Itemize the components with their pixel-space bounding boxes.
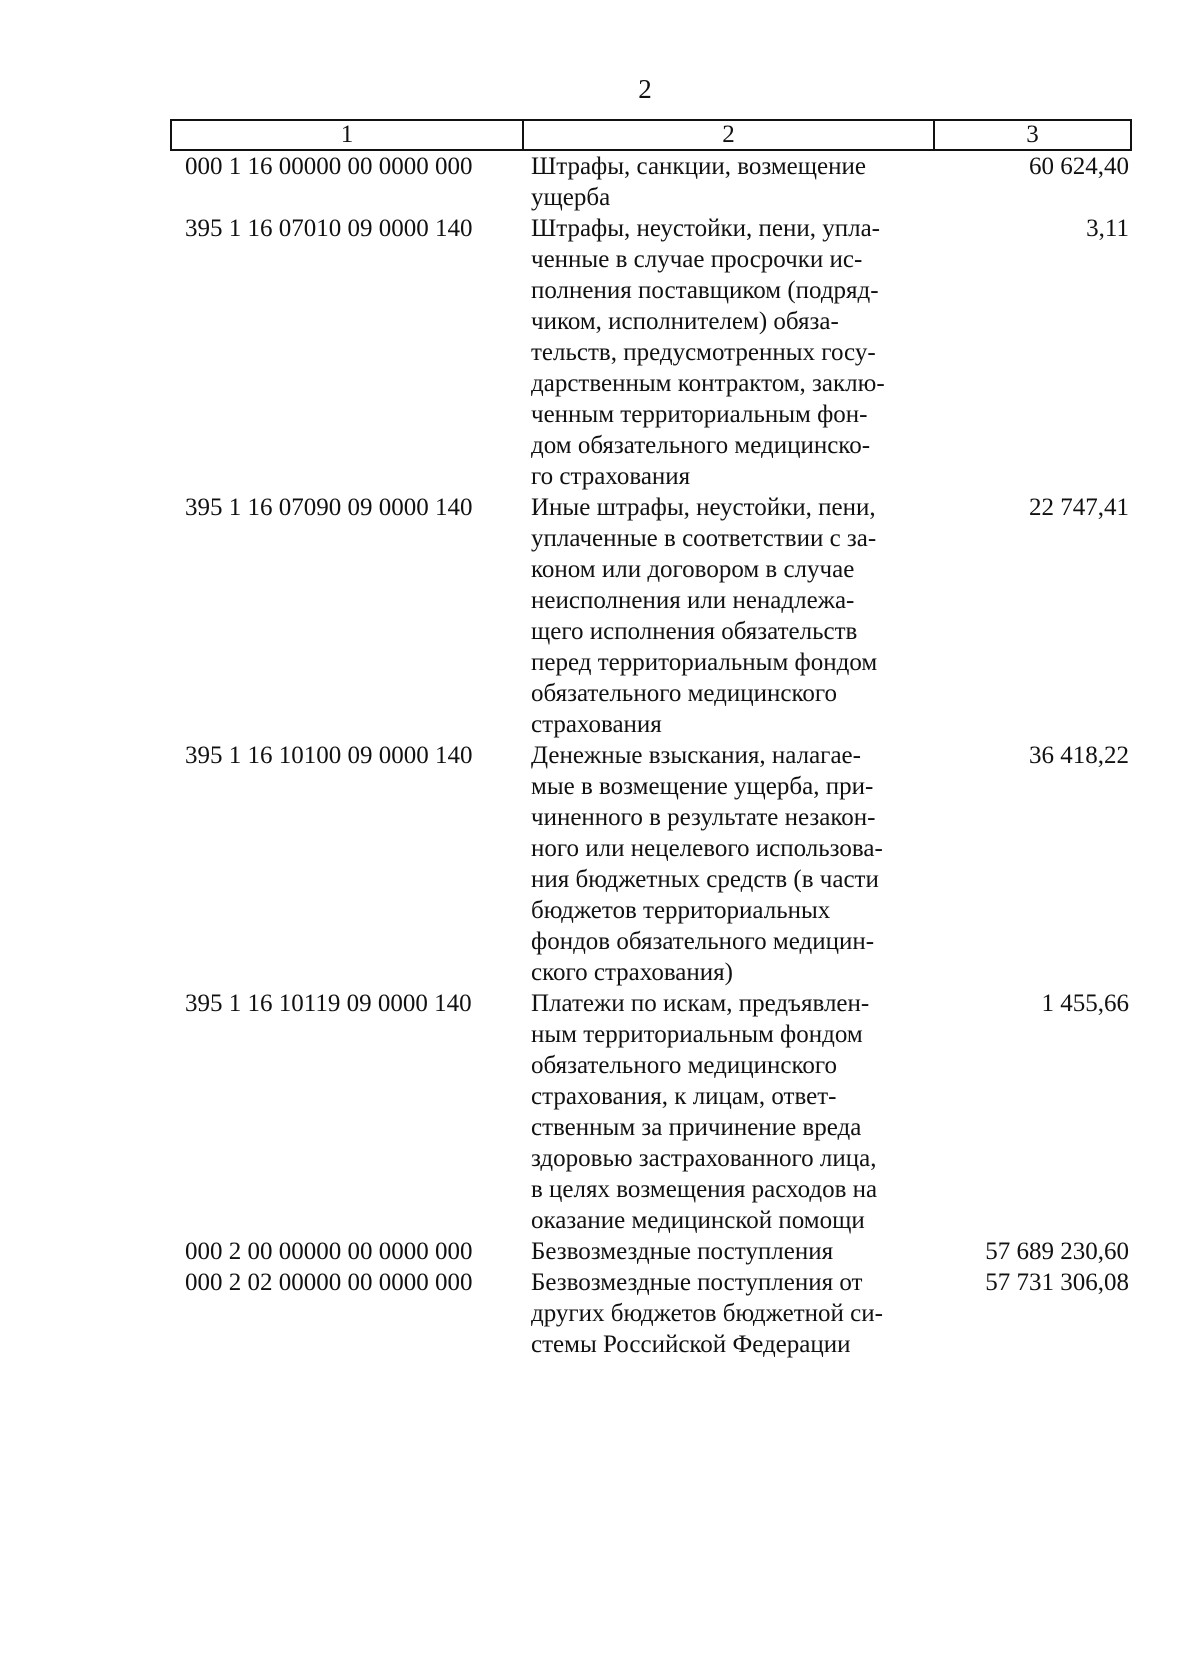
row-name-line: ного или нецелевого использова- — [531, 835, 883, 862]
table-row — [171, 1236, 1131, 1267]
table-row — [171, 988, 1131, 1236]
row-code: 395 1 16 10119 09 0000 140 — [185, 990, 472, 1017]
row-amount: 57 689 230,60 — [985, 1238, 1129, 1265]
row-name-line: Денежные взыскания, налагае- — [531, 742, 861, 769]
row-name-line: ния бюджетных средств (в части — [531, 866, 879, 893]
table-row — [171, 1267, 1131, 1360]
row-name-line: коном или договором в случае — [531, 556, 855, 583]
row-name-line: чиком, исполнителем) обяза- — [531, 308, 839, 335]
row-name-line: бюджетов территориальных — [531, 897, 831, 924]
revenue-table — [170, 119, 1132, 1360]
row-name-line: перед территориальным фондом — [531, 649, 878, 676]
row-name — [523, 213, 934, 492]
row-name-line: стемы Российской Федерации — [531, 1331, 851, 1358]
page-number: 2 — [638, 74, 652, 104]
table-row — [171, 740, 1131, 988]
row-name-line: здоровью застрахованного лица, — [531, 1145, 877, 1172]
row-name — [523, 740, 934, 988]
row-code: 000 2 02 00000 00 0000 000 — [185, 1269, 473, 1296]
row-code: 395 1 16 07010 09 0000 140 — [185, 215, 473, 242]
row-name-line: чиненного в результате незакон- — [531, 804, 876, 831]
row-name-line: тельств, предусмотренных госу- — [531, 339, 876, 366]
table-body — [171, 150, 1131, 1360]
row-name-line: ченным территориальным фон- — [531, 401, 868, 428]
row-name-line: страхования, к лицам, ответ- — [531, 1083, 837, 1110]
row-amount: 57 731 306,08 — [985, 1269, 1129, 1296]
row-name-line: неисполнения или ненадлежа- — [531, 587, 855, 614]
row-amount: 3,11 — [1086, 215, 1129, 242]
column-header-code: 1 — [171, 120, 523, 150]
table-header — [171, 120, 1131, 150]
row-name-line: ского страхования) — [531, 959, 733, 986]
table-row — [171, 492, 1131, 740]
row-name-line: Платежи по искам, предъявлен- — [531, 990, 870, 1017]
row-code: 395 1 16 10100 09 0000 140 — [185, 742, 473, 769]
row-name-line: уплаченные в соответствии с за- — [531, 525, 877, 552]
row-name-line: полнения поставщиком (подряд- — [531, 277, 879, 304]
row-name-line: ным территориальным фондом — [531, 1021, 863, 1048]
row-code: 000 1 16 00000 00 0000 000 — [185, 153, 473, 180]
row-amount: 36 418,22 — [1029, 742, 1129, 769]
row-name-line: Безвозмездные поступления — [531, 1238, 834, 1265]
table-row — [171, 150, 1131, 213]
row-name-line: обязательного медицинского — [531, 680, 838, 707]
row-name-line: других бюджетов бюджетной си- — [531, 1300, 883, 1327]
row-amount: 60 624,40 — [1029, 153, 1129, 180]
row-name-line: ущерба — [531, 184, 611, 211]
row-code: 395 1 16 07090 09 0000 140 — [185, 494, 473, 521]
row-name-line: оказание медицинской помощи — [531, 1207, 865, 1234]
row-name-line: Штрафы, неустойки, пени, упла- — [531, 215, 880, 242]
row-name-line: Безвозмездные поступления от — [531, 1269, 863, 1296]
column-header-name: 2 — [523, 120, 934, 150]
row-name-line: мые в возмещение ущерба, при- — [531, 773, 874, 800]
table-header-row — [171, 120, 1131, 150]
row-name-line: щего исполнения обязательств — [531, 618, 858, 645]
row-amount: 22 747,41 — [1029, 494, 1129, 521]
row-name — [523, 988, 934, 1236]
row-amount: 1 455,66 — [1041, 990, 1129, 1017]
row-name-line: Штрафы, санкции, возмещение — [531, 153, 866, 180]
row-name — [523, 1236, 934, 1267]
table-row — [171, 213, 1131, 492]
row-name-line: фондов обязательного медицин- — [531, 928, 875, 955]
row-code: 000 2 00 00000 00 0000 000 — [185, 1238, 473, 1265]
column-header-amount: 3 — [934, 120, 1131, 150]
row-name-line: в целях возмещения расходов на — [531, 1176, 878, 1203]
row-name-line: страхования — [531, 711, 662, 738]
row-name-line: го страхования — [531, 463, 691, 490]
row-name-line: ченные в случае просрочки ис- — [531, 246, 863, 273]
row-name — [523, 150, 934, 213]
row-name-line: обязательного медицинского — [531, 1052, 838, 1079]
row-name — [523, 492, 934, 740]
row-name-line: ственным за причинение вреда — [531, 1114, 862, 1141]
row-name — [523, 1267, 934, 1360]
row-name-line: Иные штрафы, неустойки, пени, — [531, 494, 876, 521]
row-name-line: дарственным контрактом, заклю- — [531, 370, 885, 397]
row-name-line: дом обязательного медицинско- — [531, 432, 871, 459]
